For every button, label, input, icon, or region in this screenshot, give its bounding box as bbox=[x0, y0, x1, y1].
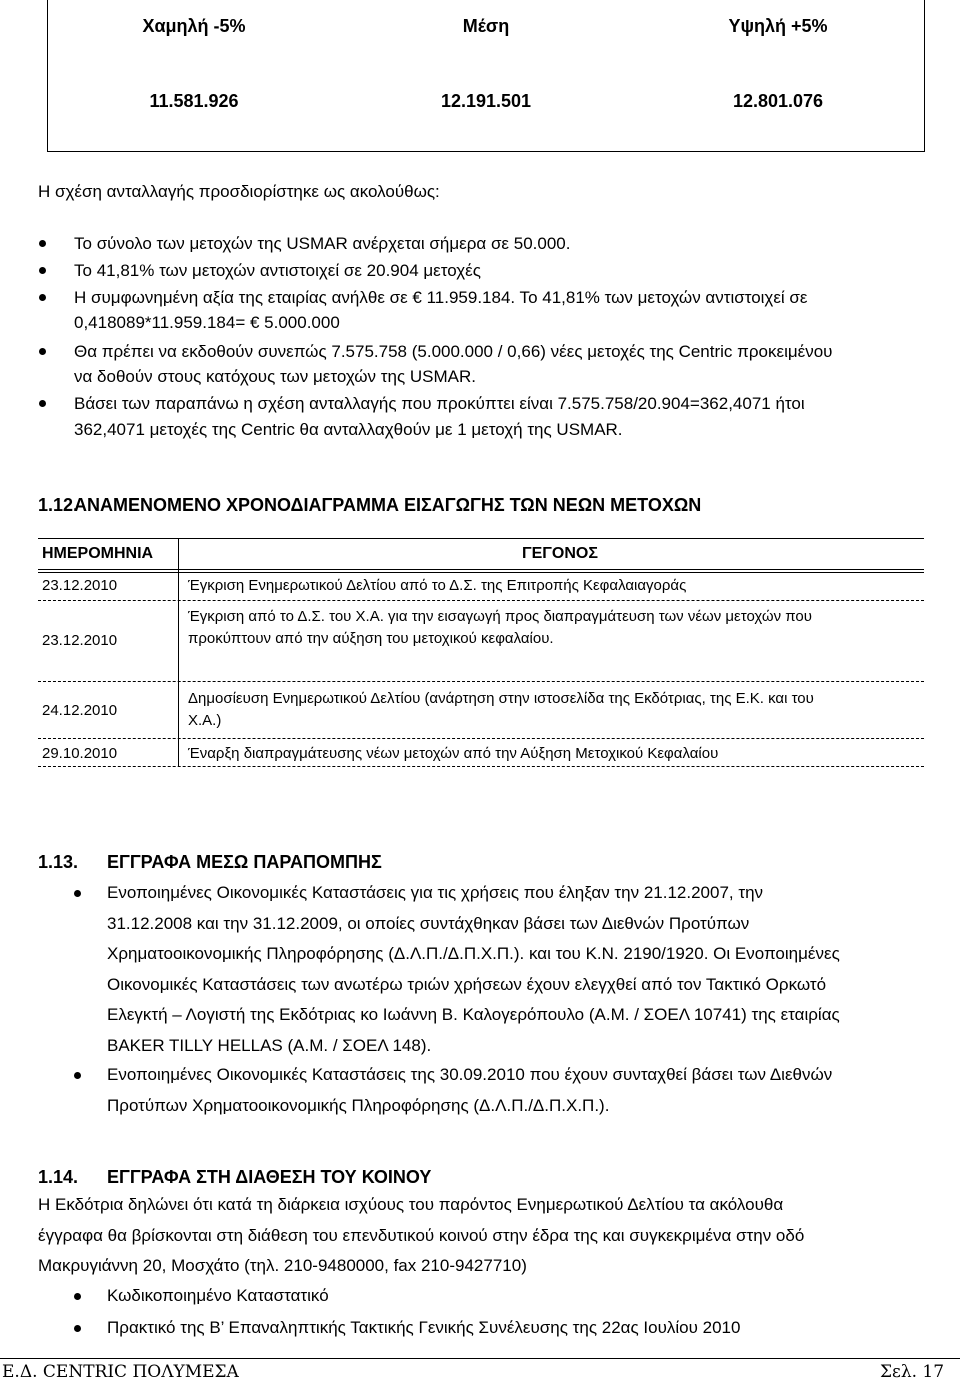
footer-doc-title: Ε.Δ. CENTRIC ΠΟΛΥΜΕΣΑ bbox=[2, 1362, 239, 1382]
table-row-separator bbox=[38, 681, 924, 682]
bullet-dot bbox=[39, 400, 46, 407]
exchange-bullet-line: Το σύνολο των μετοχών της USMAR ανέρχεται σήμερα σε 50.000. bbox=[74, 234, 571, 253]
bullet-dot bbox=[39, 348, 46, 355]
section-114-number: 1.14. bbox=[38, 1167, 79, 1187]
exchange-bullet-line: 0,418089*11.959.184= € 5.000.000 bbox=[74, 313, 340, 332]
section-114-bullet-line: Κωδικοποιημένο Καταστατικό bbox=[107, 1286, 329, 1305]
scenario-value-mid: 12.191.501 bbox=[440, 91, 532, 111]
table-cell-event: Έγκριση από το Δ.Σ. του Χ.Α. για την εισαγωγή προς διαπραγμάτευση των νέων μετοχών που bbox=[188, 608, 812, 625]
table-cell-event: προκύπτουν από την αύξηση του μετοχικού κεφαλαίου. bbox=[188, 630, 554, 647]
bullet-dot bbox=[39, 240, 46, 247]
section-113-bullet-line: Ελεγκτή – Λογιστή της Εκδότριας κο Ιωάννη Β. Καλογερόπουλο (Α.Μ. / ΣΟΕΛ 10741) της εταιρίας bbox=[107, 1005, 840, 1024]
exchange-intro: Η σχέση ανταλλαγής προσδιορίστηκε ως ακολούθως: bbox=[38, 182, 440, 201]
table-cell-date: 24.12.2010 bbox=[42, 702, 118, 719]
scenario-value-low: 11.581.926 bbox=[149, 91, 239, 111]
scenario-header-mid: Μέση bbox=[462, 16, 510, 36]
table-cell-event: Έγκριση Ενημερωτικού Δελτίου από το Δ.Σ. της Επιτροπής Κεφαλαιαγοράς bbox=[188, 577, 687, 594]
table-cell-date: 23.12.2010 bbox=[42, 632, 118, 649]
table-header-border bbox=[38, 569, 924, 570]
scenario-table bbox=[47, 0, 925, 152]
scenario-header-low: Χαμηλή -5% bbox=[142, 16, 246, 36]
scenario-value-high: 12.801.076 bbox=[732, 91, 824, 111]
exchange-bullet-line: 362,4071 μετοχές της Centric θα ανταλλαχθούν με 1 μετοχή της USMAR. bbox=[74, 420, 623, 439]
table-header-date: ΗΜΕΡΟΜΗΝΙΑ bbox=[42, 545, 154, 562]
table-row-separator bbox=[38, 766, 924, 767]
section-113-bullet-line: BAKER TILLY HELLAS (Α.Μ. / ΣΟΕΛ 148). bbox=[107, 1036, 432, 1055]
bullet-dot bbox=[74, 1293, 81, 1300]
table-cell-event: Έναρξη διαπραγμάτευσης νέων μετοχών από την Αύξηση Μετοχικού Κεφαλαίου bbox=[188, 745, 719, 762]
table-header-border bbox=[38, 572, 924, 573]
section-113-bullet-line: 31.12.2008 και την 31.12.2009, οι οποίες συντάχθηκαν βάσει των Διεθνών Προτύπων bbox=[107, 914, 750, 933]
section-114-title: ΕΓΓΡΑΦΑ ΣΤΗ ΔΙΑΘΕΣΗ ΤΟΥ ΚΟΙΝΟΥ bbox=[107, 1167, 432, 1187]
bullet-dot bbox=[74, 1325, 81, 1332]
bullet-dot bbox=[39, 294, 46, 301]
table-cell-date: 23.12.2010 bbox=[42, 577, 118, 594]
bullet-dot bbox=[74, 890, 81, 897]
table-column-divider bbox=[178, 538, 179, 766]
section-113-bullet-line: Οικονομικές Καταστάσεις των ανωτέρω τριών χρήσεων έχουν ελεγχθεί από τον Τακτικό Ορκωτό bbox=[107, 975, 827, 994]
section-114-paragraph-line: έγγραφα θα βρίσκονται στη διάθεση του επενδυτικού κοινού στην έδρα της και συγκεκριμένα στην οδό bbox=[38, 1226, 805, 1245]
section-114-bullet-line: Πρακτικό της Β’ Επαναληπτικής Τακτικής Γενικής Συνέλευσης της 22ας Ιουλίου 2010 bbox=[107, 1318, 741, 1337]
section-112-title: ΑΝΑΜΕΝΟΜΕΝΟ ΧΡΟΝΟΔΙΑΓΡΑΜΜΑ ΕΙΣΑΓΩΓΗΣ ΤΩΝ ΝΕΩΝ ΜΕΤΟΧΩΝ bbox=[74, 495, 702, 515]
section-112-number: 1.12. bbox=[38, 495, 79, 515]
section-113-bullet-line: Προτύπων Χρηματοοικονομικής Πληροφόρησης (Δ.Λ.Π./Δ.Π.Χ.Π.). bbox=[107, 1096, 610, 1115]
section-114-paragraph-line: Μακρυγιάννη 20, Μοσχάτο (τηλ. 210-9480000, fax 210-9427710) bbox=[38, 1256, 527, 1275]
footer-page-number: Σελ. 17 bbox=[880, 1362, 945, 1382]
exchange-bullet-line: να δοθούν στους κατόχους των μετοχών της USMAR. bbox=[74, 367, 476, 386]
bullet-dot bbox=[74, 1072, 81, 1079]
table-cell-event: Χ.Α.) bbox=[188, 712, 222, 729]
footer-rule bbox=[0, 1358, 960, 1359]
table-cell-event: Δημοσίευση Ενημερωτικού Δελτίου (ανάρτηση στην ιστοσελίδα της Εκδότριας, της Ε.Κ. και του bbox=[188, 690, 814, 707]
exchange-bullet-line: Το 41,81% των μετοχών αντιστοιχεί σε 20.904 μετοχές bbox=[74, 261, 481, 280]
table-row-separator bbox=[38, 600, 924, 601]
exchange-bullet-line: Θα πρέπει να εκδοθούν συνεπώς 7.575.758 (5.000.000 / 0,66) νέες μετοχές της Centric προκειμένου bbox=[74, 342, 833, 361]
section-113-bullet-line: Ενοποιημένες Οικονομικές Καταστάσεις για τις χρήσεις που έληξαν την 21.12.2007, την bbox=[107, 883, 764, 902]
scenario-header-high: Υψηλή +5% bbox=[728, 16, 828, 36]
section-113-number: 1.13. bbox=[38, 852, 79, 872]
table-row-separator bbox=[38, 738, 924, 739]
table-border-top bbox=[38, 538, 924, 539]
table-header-event: ΓΕΓΟΝΟΣ bbox=[522, 545, 598, 562]
bullet-dot bbox=[39, 267, 46, 274]
section-113-bullet-line: Ενοποιημένες Οικονομικές Καταστάσεις της 30.09.2010 που έχουν συνταχθεί βάσει των Διεθνών bbox=[107, 1065, 833, 1084]
section-114-paragraph-line: Η Εκδότρια δηλώνει ότι κατά τη διάρκεια ισχύους του παρόντος Ενημερωτικού Δελτίου τα ακόλουθα bbox=[38, 1195, 784, 1214]
exchange-bullet-line: Βάσει των παραπάνω η σχέση ανταλλαγής που προκύπτει είναι 7.575.758/20.904=362,4071 ήτοι bbox=[74, 394, 805, 413]
exchange-bullet-line: Η συμφωνημένη αξία της εταιρίας ανήλθε σε € 11.959.184. Το 41,81% των μετοχών αντιστοιχεί σε bbox=[74, 288, 808, 307]
section-113-title: ΕΓΓΡΑΦΑ ΜΕΣΩ ΠΑΡΑΠΟΜΠΗΣ bbox=[107, 852, 382, 872]
section-113-bullet-line: Χρηματοοικονομικής Πληροφόρησης (Δ.Λ.Π./Δ.Π.Χ.Π.). και του Κ.Ν. 2190/1920. Οι Ενοποιημένες bbox=[107, 944, 840, 963]
table-cell-date: 29.10.2010 bbox=[42, 745, 118, 762]
